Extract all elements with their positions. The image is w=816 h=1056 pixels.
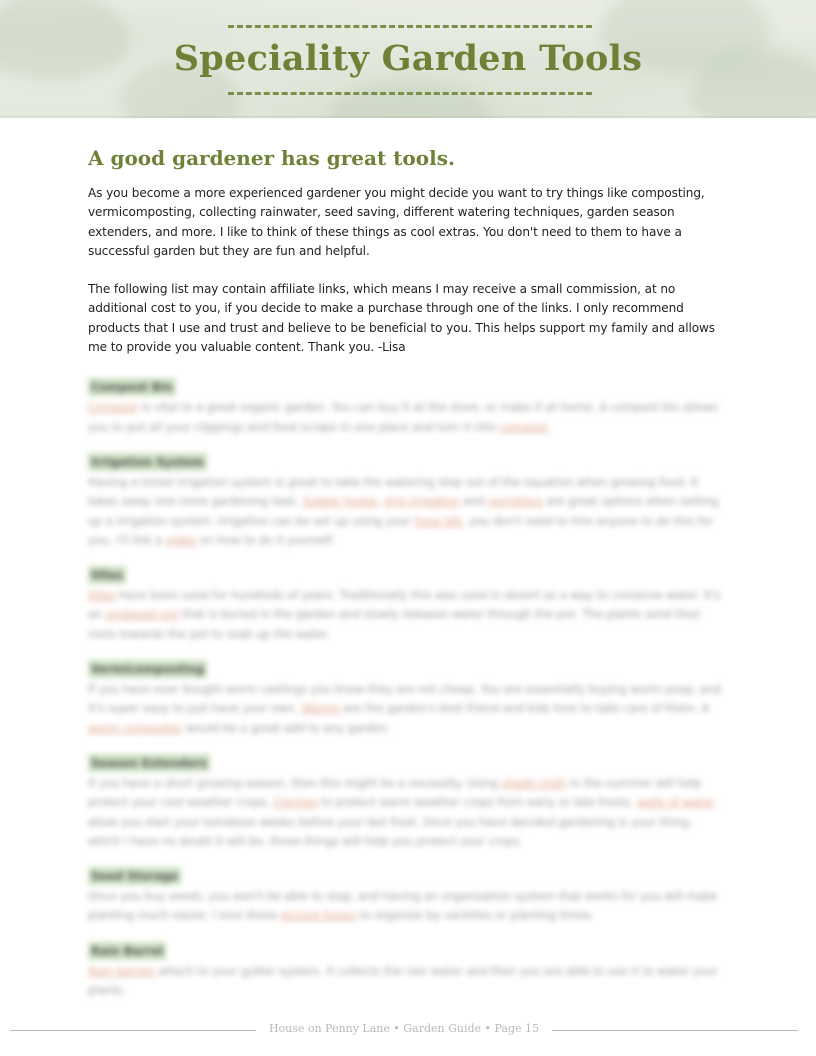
description-text: , you don't need to hire anyone to do this for you. I'll link a (88, 514, 713, 547)
tool-description (88, 586, 728, 644)
affiliate-link[interactable]: Cloches (273, 796, 318, 810)
header-banner (0, 0, 816, 118)
description-text: Having a timed irrigation system is great to take the watering step out of the equation when growing food. It takes away one more gardening task. (88, 475, 699, 509)
banner-dash-line-top (228, 25, 592, 28)
tool-item (88, 658, 728, 738)
affiliate-link[interactable]: drip irrigation (384, 495, 461, 509)
description-text: have been used for hundreds of years. Traditionally this was used in desert as a way to conserve water. It's an (88, 589, 721, 622)
description-text: would be a great add to any garden. (182, 721, 391, 735)
affiliate-link[interactable]: Ollas (88, 589, 116, 603)
tool-title: Ollas (88, 566, 126, 584)
tool-description (88, 887, 728, 926)
banner-dash-line-bottom (228, 92, 592, 95)
description-text: and (460, 495, 489, 509)
banner-divider (0, 116, 816, 119)
main-content (88, 146, 728, 1014)
footer-rule-left (10, 1030, 256, 1031)
intro-paragraph: As you become a more experienced gardener you might decide you want to try things like composting, vermicomposting, collecting rainwater, seed saving, different watering techniques, garden season extenders, and more. I like to think of these things as cool extras. You don't need to them to have a successful garden but they are fun and helpful. (88, 186, 705, 258)
tool-description (88, 398, 728, 437)
affiliate-link[interactable]: worm composter (88, 721, 183, 735)
description-text: that is buried in the garden and slowly releases water through the pot. The plants send their roots towards the pot to soak up the water. (88, 608, 702, 641)
affiliate-link[interactable]: compost (499, 420, 548, 434)
affiliate-link[interactable]: sprinklers (488, 495, 543, 509)
description-text: attach to your gutter system. It collects the rain water and then you are able to use it to water your plants. (88, 964, 718, 998)
tool-title: Vermicomposting (88, 660, 207, 678)
affiliate-disclosure: The following list may contain affiliate links, which means I may receive a small commission, at no additional cost to you, if you decide to make a purchase through one of the links. I only recommend products that I use and trust and believe to be beneficial to you. This helps support my family and allows me to provide you valuable content. Thank you. -Lisa (88, 282, 716, 355)
tool-description (88, 962, 728, 1001)
description-text: are great options when setting up a irrigation system. Irrigation can be set up using your (88, 495, 719, 528)
tool-item (88, 564, 728, 644)
affiliate-link[interactable]: unglazed pot (105, 608, 179, 622)
description-text: Once you buy seeds, you won't be able to stop, and having an organization system that works for you will make planting much easier. I love these (88, 890, 718, 923)
affiliate-link[interactable]: hose bib (414, 514, 462, 528)
affiliate-link[interactable]: Worms (301, 702, 340, 716)
tool-title: Rain Barrel (88, 942, 166, 960)
affiliate-link[interactable]: Soaker hoses (302, 495, 377, 509)
tool-title: Compost Bin (88, 378, 176, 396)
affiliate-link[interactable]: walls of water (636, 796, 715, 810)
description-text: to organize by varieties or planting times. (356, 909, 595, 923)
leaf-decoration (330, 80, 490, 118)
affiliate-link[interactable]: video (165, 533, 197, 547)
tool-item (88, 940, 728, 1001)
tool-item (88, 376, 728, 437)
description-text: in the summer will help protect your cool weather crops. (88, 776, 702, 810)
tool-list (88, 376, 728, 1000)
page-footer (0, 1021, 816, 1039)
tool-title: Irrigation System (88, 453, 207, 471)
description-text: allow you start your tomatoes weeks before your last frost. Once you have decided gardening is your thing, which I have no doubt it will be, these things will help you protect your crops. (88, 815, 693, 848)
affiliate-link[interactable]: picture boxes (280, 909, 357, 923)
section-heading: A good gardener has great tools. (88, 146, 455, 170)
tool-item (88, 752, 728, 851)
tool-title: Season Extenders (88, 754, 210, 772)
footer-text: House on Penny Lane • Garden Guide • Page 15 (268, 1022, 540, 1035)
page-title: Speciality Garden Tools (173, 38, 643, 79)
footer-rule-right (552, 1030, 798, 1031)
description-text: If you have a short growing season, then this might be a necessity. Using (88, 776, 502, 790)
description-text: If you have ever bought worm castings you know they are not cheap. You are essentially buying worm poop, and it's super easy to just have your own. (88, 683, 722, 716)
tool-title: Seed Storage (88, 867, 181, 885)
description-text: , (376, 495, 385, 509)
description-text: is vital to a great organic garden. You can buy it at the store, or make it at home. A compost bin allows you to put all your clippings and food scraps in one place and turn it into (88, 401, 718, 434)
description-text: . (547, 420, 552, 434)
tool-description (88, 473, 728, 550)
description-text: to protect warm weather crops from early or late frosts, (317, 796, 637, 810)
tool-item (88, 451, 728, 550)
description-text: are the garden's best friend and kids love to take care of them. A (339, 702, 710, 716)
affiliate-link[interactable]: shade cloth (501, 776, 567, 790)
tool-item (88, 865, 728, 926)
tool-description (88, 680, 728, 738)
affiliate-link[interactable]: Compost (88, 401, 138, 415)
affiliate-link[interactable]: Rain barrels (88, 964, 155, 978)
tool-description (88, 774, 728, 851)
description-text: on how to do it yourself. (196, 533, 335, 547)
